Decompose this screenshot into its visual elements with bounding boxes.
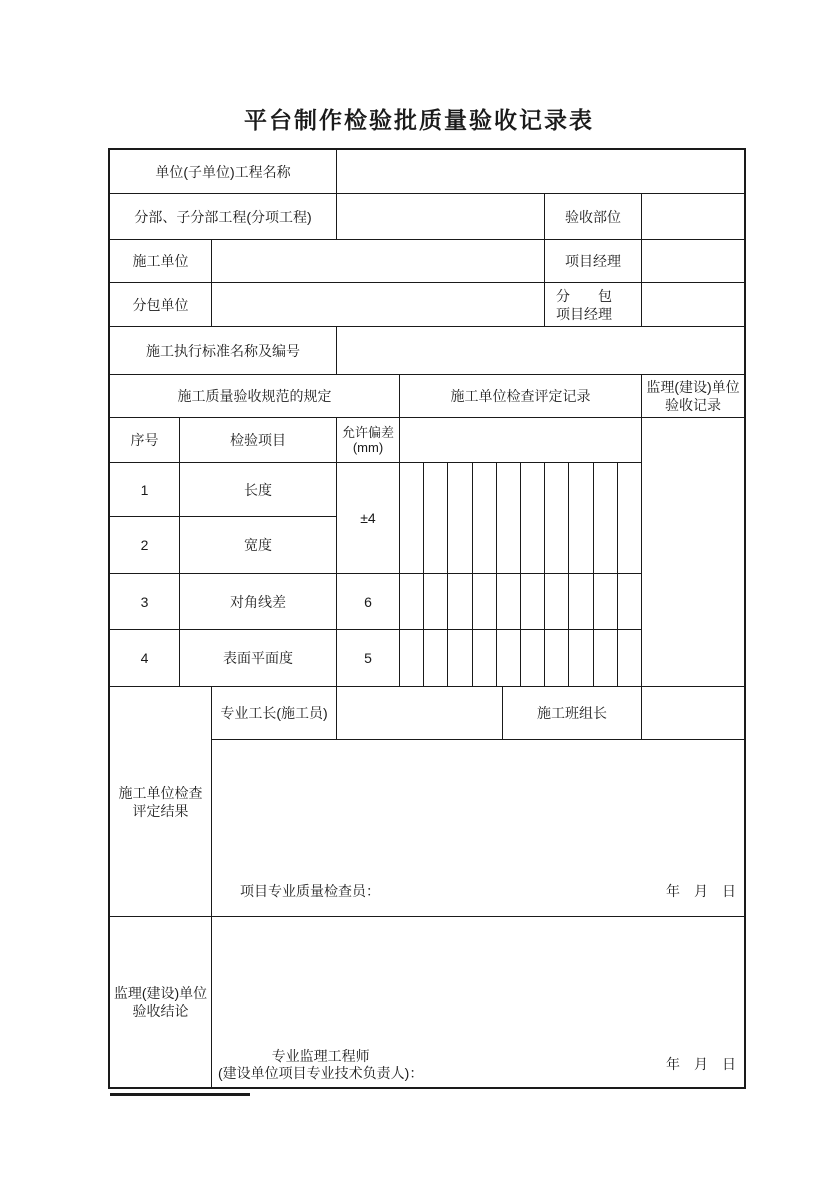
measure-cell[interactable] [497,574,521,630]
measure-cell[interactable] [473,574,497,630]
item-column-header-cell: 检验项目 [180,418,337,463]
supervisor-record-header-line1: 监理(建设)单位 [646,379,740,395]
unit-project-label-cell: 单位(子单位)工程名称 [110,150,337,194]
supervisor-date-text: 年 月 日 [666,1056,736,1072]
measure-cell[interactable] [424,630,448,687]
footnote-line [110,1093,250,1096]
check-row-4-no-cell: 4 [110,630,180,687]
tolerance-header-line1: 允许偏差 [341,425,394,440]
subcontract-pm-label-line1: 分 包 [556,287,612,304]
measure-header-empty-cell[interactable] [400,418,642,463]
measure-cell[interactable] [473,630,497,687]
measure-cell[interactable] [521,574,545,630]
supervisor-conclusion-label-cell [110,917,212,1087]
check-row-3-tolerance-cell: 6 [337,574,400,630]
measure-cell[interactable] [473,463,497,574]
measure-cell[interactable] [618,463,642,574]
foreman-value-cell[interactable] [337,687,503,740]
supervisor-engineer-label-line2: (建设单位项目专业技术负责人)： [218,1065,424,1081]
project-manager-label-cell: 项目经理 [545,240,642,283]
measure-cell[interactable] [569,630,594,687]
measure-cell[interactable] [594,630,618,687]
measure-cell[interactable] [424,463,448,574]
measure-cell[interactable] [569,574,594,630]
spec-regulation-header-cell: 施工质量验收规范的规定 [110,375,400,418]
measure-cell[interactable] [424,574,448,630]
supervisor-record-header-line2: 验收记录 [665,397,721,413]
supervisor-conclusion-body-cell[interactable] [212,917,744,1087]
tolerance-column-header-cell [337,418,400,463]
supervisor-conclusion-label-line1: 监理(建设)单位 [113,985,208,1001]
form-title: 平台制作检验批质量验收记录表 [244,107,594,133]
project-manager-value-cell[interactable] [642,240,744,283]
measure-cell[interactable] [400,630,424,687]
team-leader-value-cell[interactable] [642,687,744,740]
unit-project-value-cell[interactable] [337,150,744,194]
team-leader-label-cell: 施工班组长 [503,687,642,740]
form-table [108,148,746,1089]
check-row-4-item-cell: 表面平面度 [180,630,337,687]
subcontract-pm-label-line2: 项目经理 [556,305,612,322]
measure-cell[interactable] [497,630,521,687]
measure-cell[interactable] [400,463,424,574]
check-row-3-no-cell: 3 [110,574,180,630]
measure-cell[interactable] [569,463,594,574]
standard-value-cell[interactable] [337,327,744,375]
subdivision-value-cell[interactable] [337,194,545,240]
measure-cell[interactable] [618,630,642,687]
contractor-result-label-line2: 评定结果 [132,802,189,819]
contractor-result-label-cell [110,687,212,917]
subcontract-pm-label-cell [545,283,642,327]
subcontractor-value-cell[interactable] [212,283,545,327]
construction-unit-label-cell: 施工单位 [110,240,212,283]
supervisor-engineer-label [218,1048,423,1082]
subcontract-pm-value-cell[interactable] [642,283,744,327]
contractor-check-record-header-cell: 施工单位检查评定记录 [400,375,642,418]
measure-cell[interactable] [521,463,545,574]
measure-cell[interactable] [521,630,545,687]
measure-cell[interactable] [545,574,569,630]
check-row-4-tolerance-cell: 5 [337,630,400,687]
measure-cell[interactable] [448,463,473,574]
acceptance-part-label-cell: 验收部位 [545,194,642,240]
contractor-date-text: 年 月 日 [666,883,736,899]
check-row-2-item-cell: 宽度 [180,517,337,574]
measure-cell[interactable] [400,574,424,630]
acceptance-part-value-cell[interactable] [642,194,744,240]
construction-unit-value-cell[interactable] [212,240,545,283]
measure-cell[interactable] [545,463,569,574]
check-row-3-item-cell: 对角线差 [180,574,337,630]
measure-cell[interactable] [497,463,521,574]
measure-cell[interactable] [448,630,473,687]
no-column-header-cell: 序号 [110,418,180,463]
subdivision-label-cell: 分部、子分部工程(分项工程) [110,194,337,240]
check-row-1-item-cell: 长度 [180,463,337,517]
supervisor-conclusion-label-line2: 验收结论 [132,1003,189,1019]
measure-cell[interactable] [448,574,473,630]
supervisor-record-body-cell[interactable] [642,418,744,687]
foreman-label-cell: 专业工长(施工员) [212,687,337,740]
check-row-2-no-cell: 2 [110,517,180,574]
supervisor-engineer-label-line1: 专业监理工程师 [271,1048,370,1064]
measure-cell[interactable] [618,574,642,630]
contractor-result-label-line1: 施工单位检查 [118,784,203,801]
tolerance-header-line2: (mm) [352,440,384,455]
supervisor-record-header-cell [642,375,744,418]
standard-label-cell: 施工执行标准名称及编号 [110,327,337,375]
check-row-1-no-cell: 1 [110,463,180,517]
measure-cell[interactable] [594,463,618,574]
subcontractor-label-cell: 分包单位 [110,283,212,327]
quality-checker-label: 项目专业质量检查员： [240,883,380,899]
tolerance-rows-1-2-cell: ±4 [337,463,400,574]
measure-cell[interactable] [594,574,618,630]
measure-cell[interactable] [545,630,569,687]
contractor-result-body-cell[interactable] [212,740,744,917]
